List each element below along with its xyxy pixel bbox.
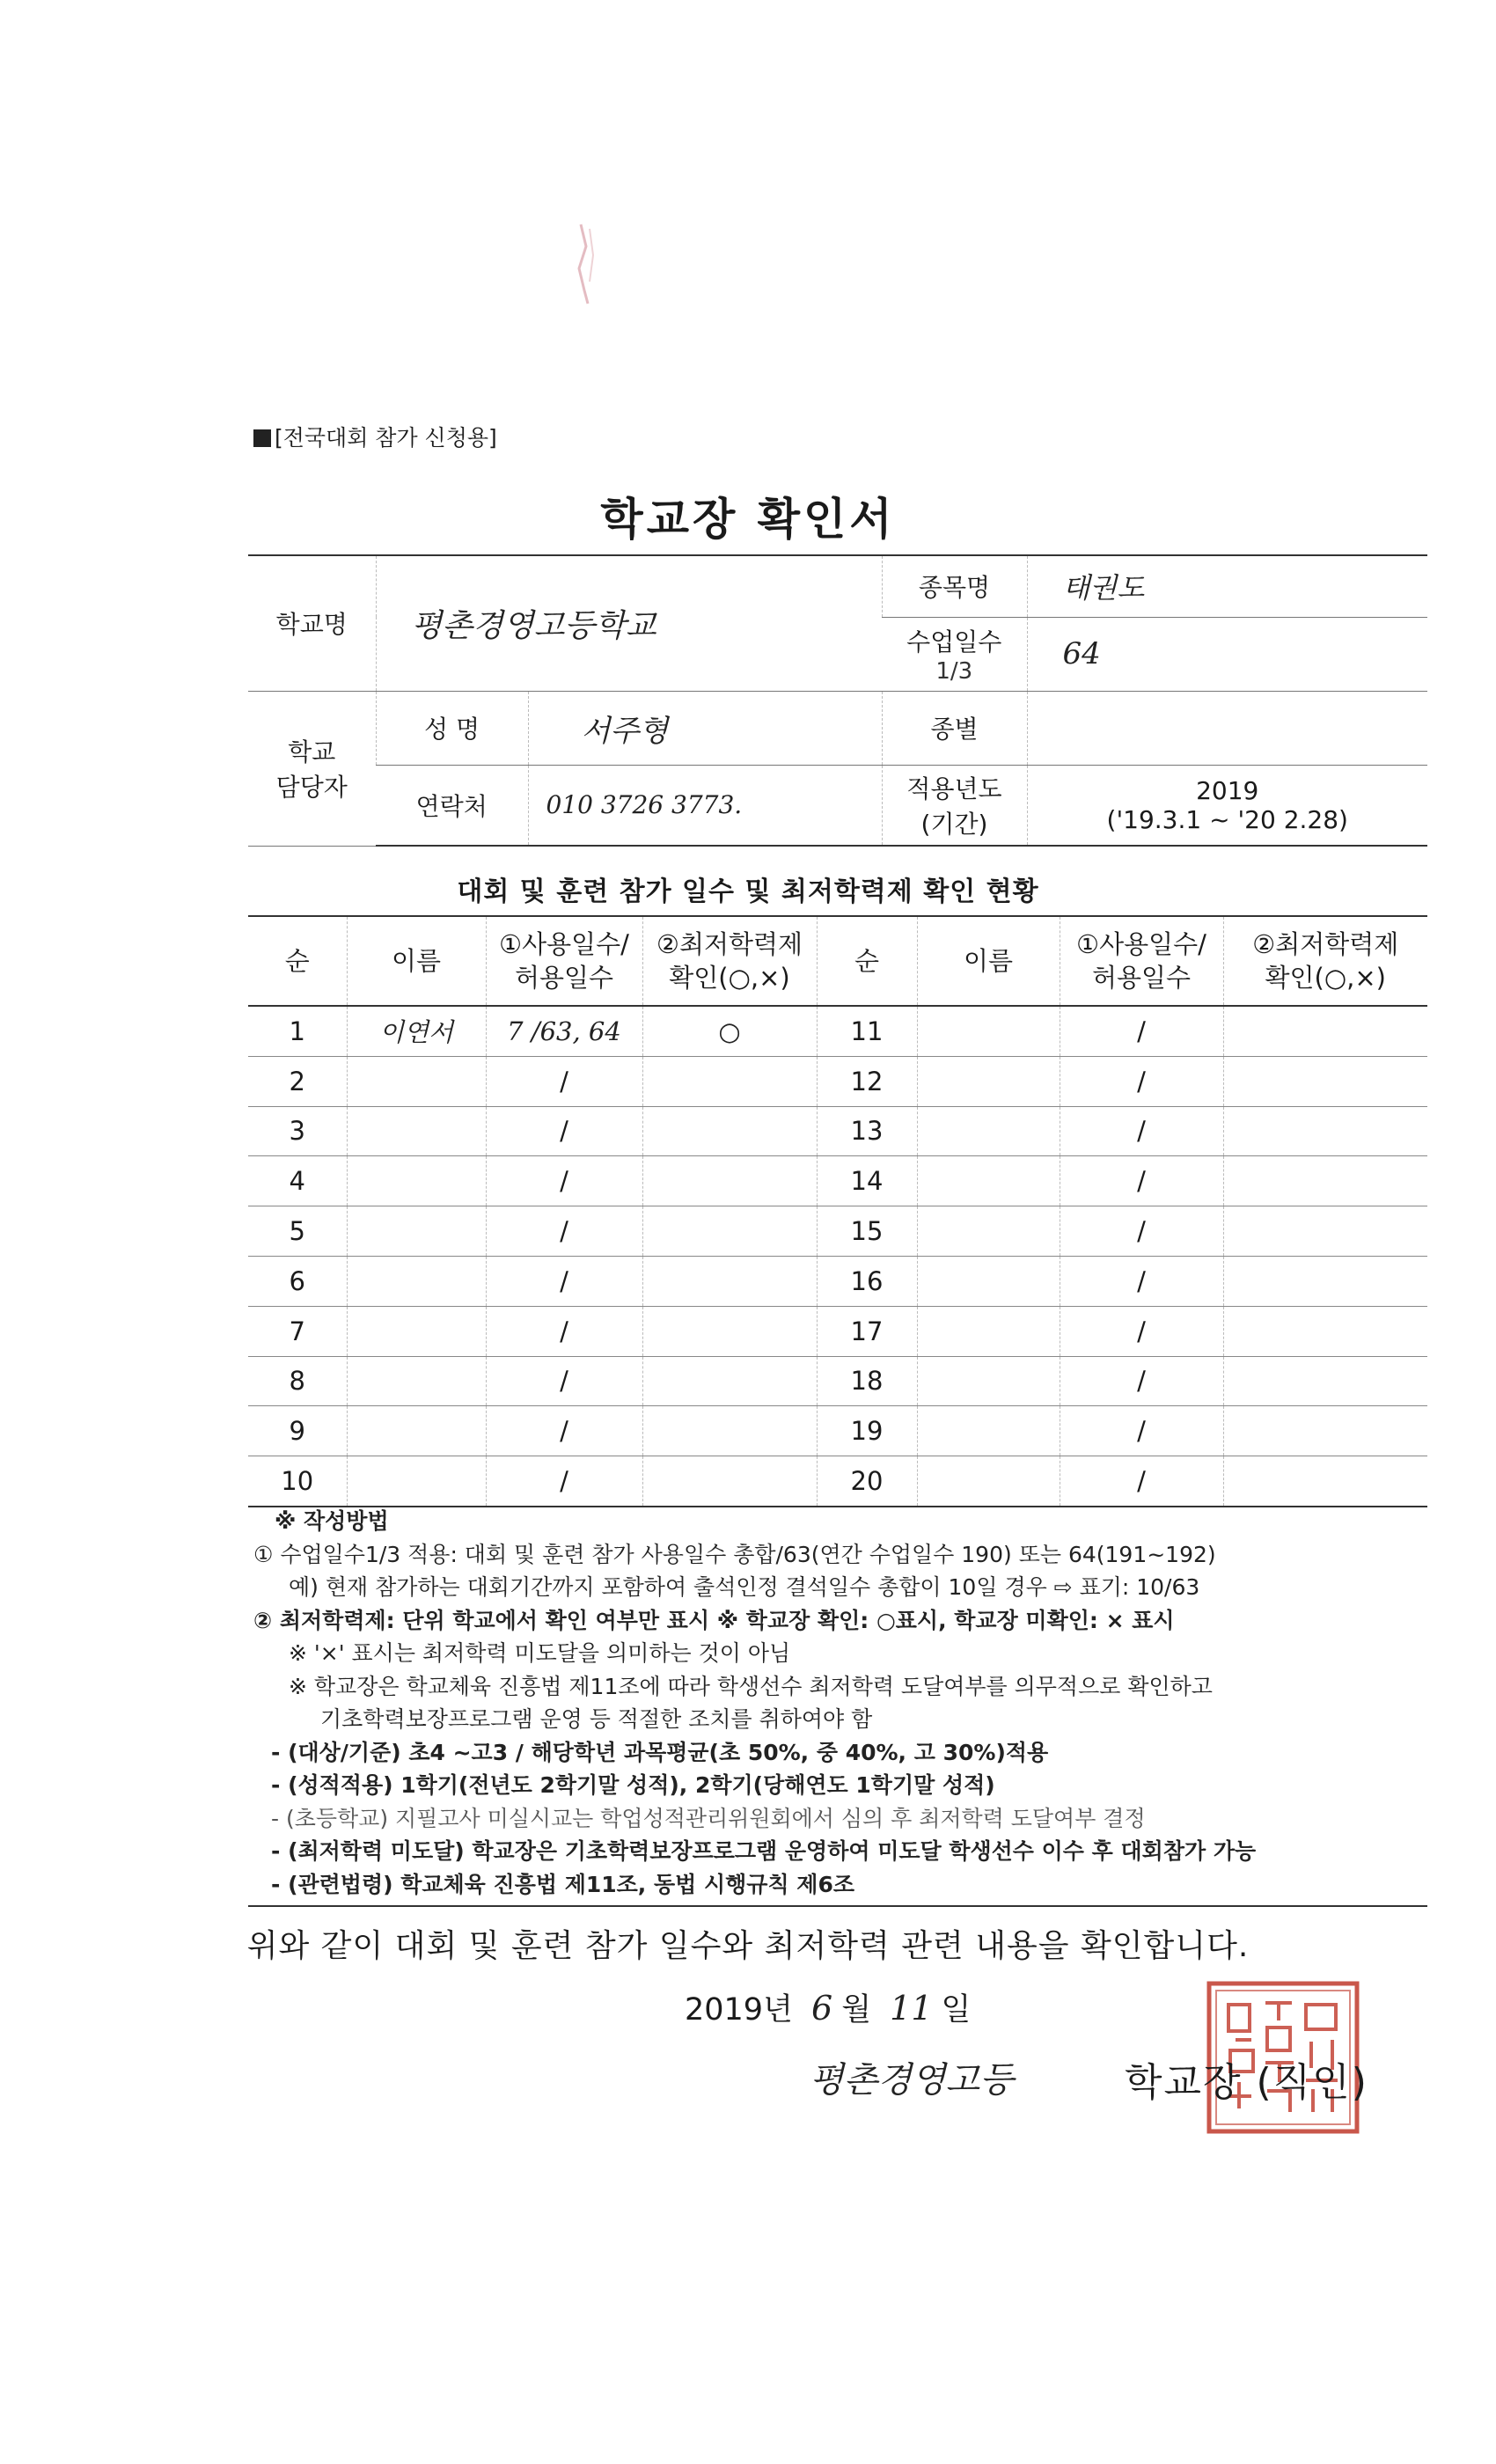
days-used: /	[1060, 1106, 1223, 1156]
row-number: 1	[248, 1006, 347, 1056]
row-number: 18	[817, 1356, 917, 1406]
col-name: 이름	[347, 916, 486, 1006]
stain-mark	[563, 220, 607, 308]
min-academic-check	[1223, 1156, 1427, 1206]
section-title: 대회 및 훈련 참가 일수 및 최저학력제 확인 현황	[457, 876, 1039, 907]
min-academic-check	[642, 1106, 817, 1156]
divider	[248, 1905, 1427, 1907]
row-number: 7	[248, 1306, 347, 1356]
table-row	[248, 1206, 1427, 1257]
participant-name	[347, 1406, 486, 1456]
table-row	[248, 1456, 1427, 1507]
info-table	[248, 554, 1427, 847]
school-value: 평촌경영고등학교	[376, 555, 882, 691]
contact-label: 연락처	[376, 765, 528, 846]
square-bullet-icon	[253, 429, 271, 447]
participant-name: 이연서	[347, 1006, 486, 1056]
note-4: ※ 학교장은 학교체육 진흥법 제11조에 따라 학생선수 최저학력 도달여부를 의무적으로 확인하고	[289, 1673, 1213, 1699]
min-academic-check	[1223, 1006, 1427, 1056]
participant-name	[347, 1306, 486, 1356]
table-row	[248, 1156, 1427, 1206]
min-academic-check	[1223, 1306, 1427, 1356]
note-5: - (대상/기준) 초4 ~고3 / 해당학년 과목평균(초 50%, 중 40%, 고 30%)적용	[271, 1739, 1049, 1765]
days-used: /	[486, 1106, 642, 1156]
table-row	[248, 1356, 1427, 1406]
row-number: 3	[248, 1106, 347, 1156]
form-type-tag: [전국대회 참가 신청용]	[253, 421, 497, 452]
days-used: 7 /63, 64	[486, 1006, 642, 1056]
participant-name	[917, 1456, 1060, 1507]
row-number: 16	[817, 1256, 917, 1306]
participant-name	[347, 1256, 486, 1306]
row-number: 6	[248, 1256, 347, 1306]
participant-name	[917, 1206, 1060, 1257]
note-6: - (성적적용) 1학기(전년도 2학기말 성적), 2학기(당해연도 1학기말 성적)	[271, 1772, 995, 1798]
manager-label: 학교 담당자	[248, 691, 376, 846]
col-no: 순	[248, 916, 347, 1006]
event-label: 종목명	[882, 555, 1027, 617]
name-value: 서주형	[528, 691, 882, 765]
school-signature: 평촌경영고등	[810, 2060, 1014, 2101]
type-value	[1027, 691, 1427, 765]
row-number: 11	[817, 1006, 917, 1056]
instructions	[253, 1505, 1433, 1901]
min-academic-check	[1223, 1356, 1427, 1406]
participant-name	[917, 1306, 1060, 1356]
days-used: /	[1060, 1256, 1223, 1306]
col-min-2: ②최저학력제 확인(○,×)	[1223, 916, 1427, 1006]
row-number: 10	[248, 1456, 347, 1507]
participant-name	[347, 1156, 486, 1206]
days-used: /	[1060, 1206, 1223, 1257]
event-value: 태권도	[1027, 555, 1427, 617]
participant-name	[917, 1106, 1060, 1156]
participant-name	[917, 1406, 1060, 1456]
row-number: 5	[248, 1206, 347, 1257]
type-label: 종별	[882, 691, 1027, 765]
participant-name	[917, 1356, 1060, 1406]
min-academic-check	[1223, 1456, 1427, 1507]
row-number: 19	[817, 1406, 917, 1456]
min-academic-check	[1223, 1206, 1427, 1257]
table-row	[248, 1406, 1427, 1456]
participant-name	[917, 1056, 1060, 1106]
row-number: 17	[817, 1306, 917, 1356]
min-academic-check	[642, 1206, 817, 1257]
note-7: - (초등학교) 지필고사 미실시교는 학업성적관리위원회에서 심의 후 최저학력 도달여부 결정	[271, 1805, 1146, 1831]
row-number: 2	[248, 1056, 347, 1106]
days-used: /	[1060, 1006, 1223, 1056]
days-used: /	[1060, 1056, 1223, 1106]
days-used: /	[1060, 1306, 1223, 1356]
min-academic-check	[1223, 1256, 1427, 1306]
min-academic-check	[642, 1156, 817, 1206]
days-used: /	[1060, 1356, 1223, 1406]
year-label: 적용년도 (기간)	[882, 765, 1027, 846]
note-9: - (관련법령) 학교체육 진흥법 제11조, 동법 시행규칙 제6조	[271, 1871, 854, 1897]
notes-heading: ※ 작성방법	[275, 1508, 389, 1534]
days-used: /	[486, 1356, 642, 1406]
principal-label: 학교장 (직인)	[1125, 2060, 1368, 2105]
min-academic-check	[642, 1356, 817, 1406]
days-used: /	[1060, 1406, 1223, 1456]
note-3: ※ '×' 표시는 최저학력 미도달을 의미하는 것이 아님	[289, 1640, 791, 1666]
note-8: - (최저학력 미도달) 학교장은 기초학력보장프로그램 운영하여 미도달 학생선수 이수 후 대회참가 가능	[271, 1838, 1257, 1864]
col-name-2: 이름	[917, 916, 1060, 1006]
min-academic-check	[642, 1256, 817, 1306]
min-academic-check	[1223, 1406, 1427, 1456]
min-academic-check	[1223, 1056, 1427, 1106]
school-label: 학교명	[248, 555, 376, 691]
participant-name	[347, 1356, 486, 1406]
note-1b: 예) 현재 참가하는 대회기간까지 포함하여 출석인정 결석일수 총합이 10일 경우 ⇨ 표기: 10/63	[289, 1574, 1200, 1600]
col-days-2: ①사용일수/ 허용일수	[1060, 916, 1223, 1006]
table-row	[248, 1106, 1427, 1156]
confirmation-statement: 위와 같이 대회 및 훈련 참가 일수와 최저학력 관련 내용을 확인합니다.	[246, 1928, 1250, 1964]
participant-name	[917, 1256, 1060, 1306]
row-number: 8	[248, 1356, 347, 1406]
row-number: 4	[248, 1156, 347, 1206]
row-number: 13	[817, 1106, 917, 1156]
document-title: 학교장 확인서	[600, 494, 896, 545]
row-number: 9	[248, 1406, 347, 1456]
days-used: /	[486, 1206, 642, 1257]
row-number: 14	[817, 1156, 917, 1206]
days-used: /	[486, 1256, 642, 1306]
name-label: 성 명	[376, 691, 528, 765]
table-row	[248, 1256, 1427, 1306]
row-number: 15	[817, 1206, 917, 1257]
days-used: /	[486, 1056, 642, 1106]
date-day: 11	[890, 1989, 933, 2028]
days-used: /	[486, 1306, 642, 1356]
participant-name	[347, 1206, 486, 1257]
min-academic-check	[642, 1056, 817, 1106]
participant-name	[347, 1106, 486, 1156]
table-row	[248, 1306, 1427, 1356]
days-used: /	[486, 1456, 642, 1507]
days-used: /	[486, 1156, 642, 1206]
note-4b: 기초학력보장프로그램 운영 등 적절한 조치를 취하여야 함	[320, 1706, 873, 1732]
participant-name	[347, 1056, 486, 1106]
row-number: 12	[817, 1056, 917, 1106]
note-1: ① 수업일수1/3 적용: 대회 및 훈련 참가 사용일수 총합/63(연간 수업일수 190) 또는 64(191~192)	[253, 1541, 1216, 1567]
participant-name	[347, 1456, 486, 1507]
participant-name	[917, 1156, 1060, 1206]
min-academic-check	[642, 1406, 817, 1456]
days-used: /	[486, 1406, 642, 1456]
days-used: /	[1060, 1156, 1223, 1206]
table-row	[248, 1056, 1427, 1106]
classdays-value: 64	[1027, 617, 1427, 691]
col-no-2: 순	[817, 916, 917, 1006]
table-row	[248, 1006, 1427, 1056]
min-academic-check	[1223, 1106, 1427, 1156]
participation-table	[248, 915, 1427, 1507]
col-min: ②최저학력제 확인(○,×)	[642, 916, 817, 1006]
participant-name	[917, 1006, 1060, 1056]
min-academic-check	[642, 1306, 817, 1356]
min-academic-check	[642, 1456, 817, 1507]
note-2: ② 최저학력제: 단위 학교에서 확인 여부만 표시 ※ 학교장 확인: ○표시, 학교장 미확인: × 표시	[253, 1607, 1175, 1633]
date-month: 6	[811, 1989, 833, 2028]
classdays-label: 수업일수 1/3	[882, 617, 1027, 691]
days-used: /	[1060, 1456, 1223, 1507]
contact-value: 010 3726 3773.	[528, 765, 882, 846]
col-days: ①사용일수/ 허용일수	[486, 916, 642, 1006]
year-value: 2019 ('19.3.1 ~ '20 2.28)	[1027, 765, 1427, 846]
min-academic-check: ○	[642, 1006, 817, 1056]
row-number: 20	[817, 1456, 917, 1507]
issue-date: 2019년 6 월 11 일	[685, 1989, 972, 2028]
